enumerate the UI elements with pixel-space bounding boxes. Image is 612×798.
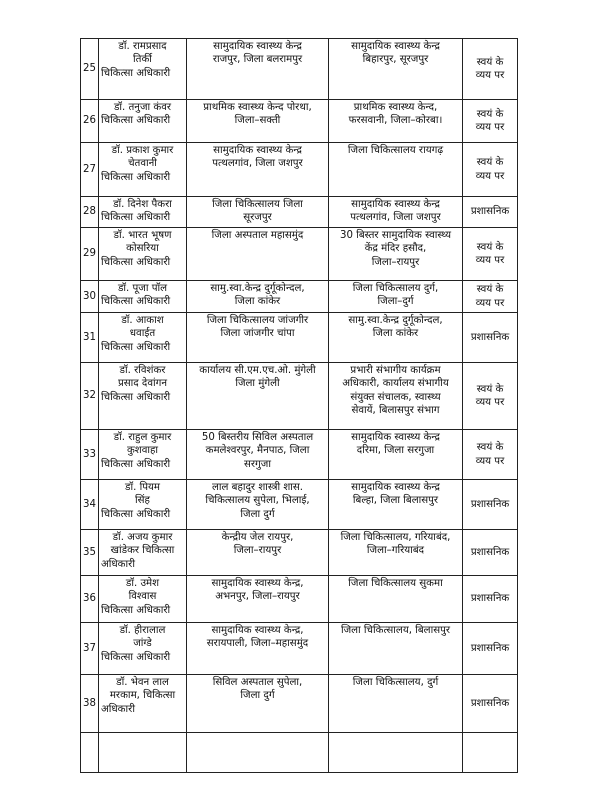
designation: चिकित्सा अधिकारी xyxy=(101,256,171,268)
current-posting-cell xyxy=(187,480,329,530)
transfer-type-line: स्वयं के xyxy=(476,56,504,68)
officer-name-line: डॉ. हीरालाल xyxy=(119,625,166,636)
new-posting-cell xyxy=(329,576,463,623)
table-row xyxy=(81,623,518,675)
table-row xyxy=(81,576,518,623)
officer-name-cell xyxy=(99,197,187,228)
transfer-type-cell xyxy=(463,675,518,733)
new-posting-line: प्रभारी संभागीय कार्यक्रम xyxy=(350,365,441,376)
current-posting-line: लाल बहादुर शास्त्री शास. xyxy=(211,482,304,493)
new-posting-line: सेवायें, बिलासपुर संभाग xyxy=(351,405,440,417)
transfer-type-cell xyxy=(463,623,518,675)
empty-cell xyxy=(187,733,329,773)
serial-number: 27 xyxy=(83,163,96,175)
designation: चिकित्सा अधिकारी xyxy=(101,458,171,470)
current-posting-line: जिला कांकेर xyxy=(234,296,281,308)
new-posting-line: सामुदायिक स्वास्थ्य केन्द्र xyxy=(351,199,440,210)
serial-number: 35 xyxy=(83,546,96,558)
current-posting-line: सिविल अस्पताल सुपेला, xyxy=(212,677,303,688)
officer-name-line: डॉ. रामप्रसाद xyxy=(118,41,167,52)
empty-cell xyxy=(329,733,463,773)
officer-name-line: डॉ. दिनेश पैकरा xyxy=(113,199,172,210)
officer-name-line: डॉ. अजय कुमार xyxy=(112,532,173,543)
transfer-type-line: व्यय पर xyxy=(475,122,505,133)
transfer-type-line: स्वयं के xyxy=(476,442,504,454)
designation: चिकित्सा अधिकारी xyxy=(101,341,171,353)
officer-name-cell xyxy=(99,143,187,197)
new-posting-line: जिला चिकित्सालय रायगढ़ xyxy=(347,145,444,156)
current-posting-line: सरगुजा xyxy=(244,458,271,470)
transfer-type-cell xyxy=(463,363,518,430)
new-posting-line: जिला–गरियाबंद xyxy=(366,545,425,557)
officer-name-line: प्रसाद देवांगन xyxy=(117,378,168,390)
officer-name-cell xyxy=(99,228,187,281)
serial-number-cell xyxy=(81,530,99,576)
designation: चिकित्सा अधिकारी xyxy=(101,67,171,79)
new-posting-cell xyxy=(329,143,463,197)
serial-number-cell xyxy=(81,576,99,623)
officer-name-line: विश्वास xyxy=(128,591,157,603)
current-posting-line: 50 बिस्तरीय सिविल अस्पताल xyxy=(201,432,314,443)
designation: चिकित्सा अधिकारी xyxy=(101,212,171,224)
table-row xyxy=(81,228,518,281)
new-posting-line: जिला कांकेर xyxy=(372,328,419,340)
new-posting-cell xyxy=(329,363,463,430)
serial-number-cell xyxy=(81,281,99,313)
current-posting-line: जिला–रायपुर xyxy=(233,545,282,557)
new-posting-cell xyxy=(329,480,463,530)
current-posting-line: कार्यालय सी.एम.एच.ओ. मुंगेली xyxy=(199,365,316,376)
new-posting-cell xyxy=(329,39,463,100)
officer-name-cell xyxy=(99,675,187,733)
table-row xyxy=(81,313,518,363)
new-posting-line: जिला चिकित्सालय, गरियाबंद, xyxy=(340,532,451,543)
transfer-type-line: व्यय पर xyxy=(475,397,505,408)
officer-name-line: डॉ. रविशंकर xyxy=(119,365,166,376)
current-posting-line: सामुदायिक स्वास्थ्य केन्द्र xyxy=(213,41,302,52)
serial-number-cell xyxy=(81,313,99,363)
officer-name-cell xyxy=(99,480,187,530)
officer-name-line: कुशवाहा xyxy=(126,445,159,457)
transfer-type-line: स्वयं के xyxy=(476,383,504,395)
officer-name-line: खांडेकर चिकित्सा xyxy=(110,545,175,557)
table-row-empty xyxy=(81,733,518,773)
officer-name-line: डॉ. पूजा पॉल xyxy=(117,283,168,294)
serial-number: 29 xyxy=(83,248,96,260)
designation: चिकित्सा अधिकारी xyxy=(101,115,171,127)
current-posting-cell xyxy=(187,430,329,480)
officer-name-line: डॉ. भेवन लाल xyxy=(116,677,169,688)
new-posting-line: बिहारपुर, सूरजपुर xyxy=(362,54,429,66)
serial-number-cell xyxy=(81,197,99,228)
officer-name-cell xyxy=(99,100,187,143)
serial-number-cell xyxy=(81,143,99,197)
officer-name-line: चेतवानी xyxy=(128,158,157,170)
designation: चिकित्सा अधिकारी xyxy=(101,508,171,520)
transfer-type-cell xyxy=(463,197,518,228)
new-posting-cell xyxy=(329,281,463,313)
current-posting-cell xyxy=(187,281,329,313)
current-posting-line: सामुदायिक स्वास्थ्य केन्द्र xyxy=(213,145,302,156)
transfer-type-line: व्यय पर xyxy=(475,170,505,182)
table-row xyxy=(81,675,518,733)
designation: चिकित्सा अधिकारी xyxy=(101,296,171,308)
current-posting-cell xyxy=(187,675,329,733)
officer-name-cell xyxy=(99,430,187,480)
current-posting-cell xyxy=(187,143,329,197)
new-posting-line: अधिकारी, कार्यालय संभागीय xyxy=(342,378,449,390)
officer-name-line: मरकाम, चिकित्सा xyxy=(109,690,176,702)
current-posting-cell xyxy=(187,530,329,576)
officer-name-line: डॉ. पियम xyxy=(125,482,160,493)
transfer-type-cell xyxy=(463,313,518,363)
officer-name-line: डॉ. आकाश xyxy=(121,315,164,326)
current-posting-line: जिला अस्पताल महासमुंद xyxy=(211,230,304,241)
new-posting-line: फरसवानी, जिला–कोरबा। xyxy=(348,115,443,127)
table-row xyxy=(81,480,518,530)
current-posting-line: सरायपाली, जिला–महासमुंद xyxy=(206,638,309,650)
current-posting-line: जिला मुंगेली xyxy=(235,378,280,390)
table-row xyxy=(81,430,518,480)
current-posting-cell xyxy=(187,100,329,143)
new-posting-line: जिला–रायपुर xyxy=(371,256,420,268)
new-posting-line: सामु.स्वा.केन्द्र दुर्गूकोन्दल, xyxy=(348,315,443,326)
serial-number: 33 xyxy=(83,448,96,460)
transfer-type-cell xyxy=(463,281,518,313)
new-posting-cell xyxy=(329,623,463,675)
transfer-type-cell xyxy=(463,143,518,197)
officer-name-line: डॉ. उमेश xyxy=(125,578,160,589)
serial-number: 28 xyxy=(83,206,96,218)
new-posting-line: केंद्र मंदिर हसौद, xyxy=(364,243,427,255)
current-posting-line: सामुदायिक स्वास्थ्य केन्द्र, xyxy=(211,625,304,636)
new-posting-line: जिला चिकित्सालय, दुर्ग xyxy=(352,677,439,688)
table-row xyxy=(81,281,518,313)
current-posting-cell xyxy=(187,363,329,430)
new-posting-line: 30 बिस्तर सामुदायिक स्वास्थ्य xyxy=(340,230,451,241)
transfer-type-line: स्वयं के xyxy=(476,284,504,296)
designation: अधिकारी xyxy=(101,558,135,570)
new-posting-cell xyxy=(329,197,463,228)
current-posting-cell xyxy=(187,197,329,228)
transfer-type-line: प्रशासनिक xyxy=(470,498,510,510)
table-row xyxy=(81,39,518,100)
new-posting-line: जिला चिकित्सालय, बिलासपुर xyxy=(340,625,451,636)
current-posting-line: जिला दुर्ग xyxy=(240,508,275,520)
transfer-type-line: प्रशासनिक xyxy=(470,697,510,709)
new-posting-cell xyxy=(329,100,463,143)
transfer-type-cell xyxy=(463,576,518,623)
transfer-type-line: व्यय पर xyxy=(475,455,505,467)
serial-number: 37 xyxy=(83,642,96,654)
serial-number-cell xyxy=(81,363,99,430)
serial-number: 25 xyxy=(83,63,96,75)
current-posting-line: प्राथमिक स्वास्थ्य केन्द पोरथा, xyxy=(203,102,312,113)
current-posting-line: जिला–सक्ती xyxy=(234,115,281,127)
officer-name-cell xyxy=(99,623,187,675)
current-posting-line: जिला दुर्ग xyxy=(240,690,275,702)
current-posting-line: सामुदायिक स्वास्थ्य केन्द्र, xyxy=(211,578,304,589)
new-posting-line: बिल्हा, जिला बिलासपुर xyxy=(352,495,439,507)
transfer-type-line: प्रशासनिक xyxy=(470,593,510,605)
table-row xyxy=(81,197,518,228)
new-posting-line: जिला–दुर्ग xyxy=(377,296,414,308)
current-posting-line: चिकित्सालय सुपेला, भिलाई, xyxy=(205,495,310,507)
serial-number-cell xyxy=(81,39,99,100)
transfer-type-line: व्यय पर xyxy=(475,70,505,81)
transfer-type-cell xyxy=(463,100,518,143)
transfer-type-line: प्रशासनिक xyxy=(470,642,510,654)
serial-number: 34 xyxy=(83,498,96,510)
new-posting-cell xyxy=(329,530,463,576)
table-row xyxy=(81,530,518,576)
officer-name-cell xyxy=(99,363,187,430)
current-posting-line: केन्द्रीय जेल रायपुर, xyxy=(221,532,294,543)
officer-name-cell xyxy=(99,281,187,313)
serial-number-cell xyxy=(81,430,99,480)
empty-cell xyxy=(99,733,187,773)
new-posting-cell xyxy=(329,313,463,363)
new-posting-line: प्राथमिक स्वास्थ्य केन्द, xyxy=(353,102,438,113)
officer-name-line: जांग्डे xyxy=(133,638,152,650)
new-posting-cell xyxy=(329,228,463,281)
transfer-type-line: स्वयं के xyxy=(476,241,504,253)
designation: चिकित्सा अधिकारी xyxy=(101,171,171,183)
transfer-type-line: प्रशासनिक xyxy=(470,331,510,343)
designation: अधिकारी xyxy=(101,703,135,715)
new-posting-line: पत्थलगांव, जिला जशपुर xyxy=(350,212,441,224)
current-posting-cell xyxy=(187,39,329,100)
table-row xyxy=(81,363,518,430)
empty-cell xyxy=(463,733,518,773)
transfer-type-line: स्वयं के xyxy=(476,157,504,169)
designation: चिकित्सा अधिकारी xyxy=(101,604,171,616)
transfer-type-cell xyxy=(463,530,518,576)
serial-number: 32 xyxy=(83,390,96,402)
transfer-type-line: व्यय पर xyxy=(475,255,505,266)
current-posting-line: कमलेश्वरपुर, मैनपाठ, जिला xyxy=(205,445,310,457)
transfer-type-line: प्रशासनिक xyxy=(470,546,510,558)
new-posting-cell xyxy=(329,430,463,480)
officer-name-cell xyxy=(99,313,187,363)
new-posting-line: सामुदायिक स्वास्थ्य केन्द्र xyxy=(351,432,440,443)
empty-cell xyxy=(81,733,99,773)
current-posting-line: सूरजपुर xyxy=(243,212,272,224)
serial-number: 30 xyxy=(83,290,96,302)
current-posting-line: पत्थलगांव, जिला जशपुर xyxy=(212,158,303,170)
new-posting-line: जिला चिकित्सालय सुकमा xyxy=(348,578,443,589)
serial-number: 31 xyxy=(83,331,96,343)
transfer-type-line: प्रशासनिक xyxy=(470,206,510,218)
table-body xyxy=(81,39,518,773)
designation: चिकित्सा अधिकारी xyxy=(101,391,171,403)
current-posting-line: जिला चिकित्सालय जांजगीर xyxy=(206,315,309,326)
current-posting-line: जिला जांजगीर चांपा xyxy=(220,328,295,340)
current-posting-line: अभनपुर, जिला–रायपुर xyxy=(215,591,300,603)
officer-name-line: सिंह xyxy=(135,495,150,507)
serial-number-cell xyxy=(81,623,99,675)
table-row xyxy=(81,143,518,197)
designation: चिकित्सा अधिकारी xyxy=(101,651,171,663)
new-posting-line: सामुदायिक स्वास्थ्य केन्द्र xyxy=(351,41,440,52)
current-posting-line: सामु.स्वा.केन्द्र दुर्गूकोन्दल, xyxy=(210,283,305,294)
serial-number-cell xyxy=(81,228,99,281)
current-posting-line: जिला चिकित्सालय जिला xyxy=(212,199,303,210)
serial-number: 38 xyxy=(83,697,96,709)
current-posting-cell xyxy=(187,228,329,281)
officer-name-line: तिर्की xyxy=(133,54,152,66)
current-posting-cell xyxy=(187,623,329,675)
new-posting-line: संयुक्त संचालक, स्वास्थ्य xyxy=(350,391,441,403)
transfer-type-cell xyxy=(463,430,518,480)
serial-number: 36 xyxy=(83,593,96,605)
officer-name-line: डॉ. भारत भूषण xyxy=(113,230,172,241)
new-posting-line: जिला चिकित्सालय दुर्ग, xyxy=(352,283,439,294)
officer-name-line: डॉ. प्रकाश कुमार xyxy=(111,145,174,156)
new-posting-line: दरिमा, जिला सरगुजा xyxy=(356,445,435,457)
current-posting-line: राजपुर, जिला बलरामपुर xyxy=(212,54,303,66)
transfer-type-cell xyxy=(463,480,518,530)
officer-name-line: डॉ. तनुजा कंवर xyxy=(113,102,172,113)
table-row xyxy=(81,100,518,143)
serial-number: 26 xyxy=(83,115,96,127)
current-posting-cell xyxy=(187,576,329,623)
serial-number-cell xyxy=(81,100,99,143)
transfer-type-line: स्वयं के xyxy=(476,108,504,120)
officer-name-line: धवाईत xyxy=(129,328,156,340)
serial-number-cell xyxy=(81,675,99,733)
current-posting-cell xyxy=(187,313,329,363)
new-posting-line: सामुदायिक स्वास्थ्य केन्द्र xyxy=(351,482,440,493)
officer-name-cell xyxy=(99,39,187,100)
serial-number-cell xyxy=(81,480,99,530)
transfer-type-cell xyxy=(463,39,518,100)
transfer-type-cell xyxy=(463,228,518,281)
new-posting-cell xyxy=(329,675,463,733)
officer-name-line: डॉ. राहुल कुमार xyxy=(113,432,172,443)
officer-name-line: कोसरिया xyxy=(126,243,159,255)
transfer-order-table xyxy=(80,38,518,773)
officer-name-cell xyxy=(99,530,187,576)
transfer-type-line: व्यय पर xyxy=(475,297,505,309)
officer-name-cell xyxy=(99,576,187,623)
